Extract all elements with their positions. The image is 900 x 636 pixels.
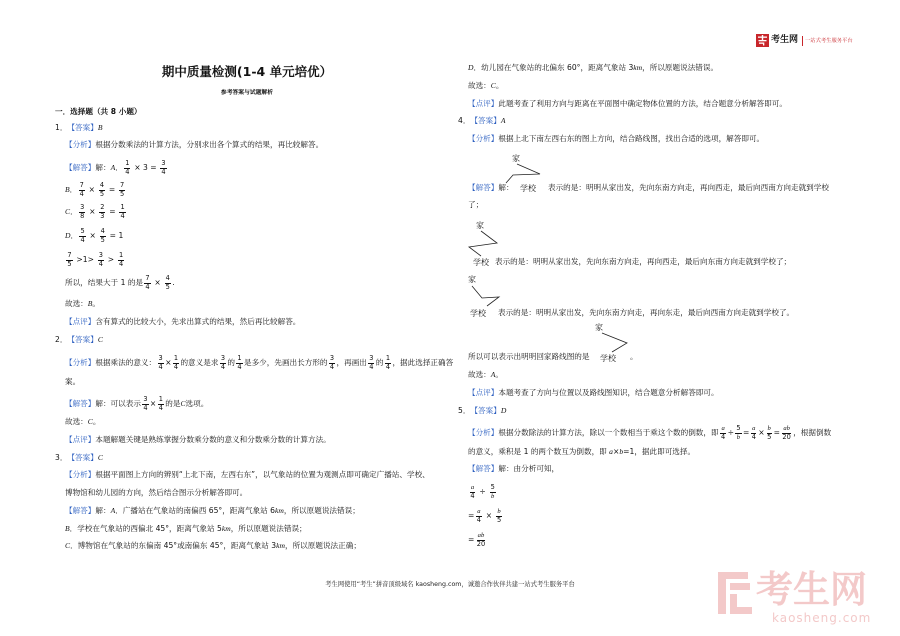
text-run: ．学校在气象站的西偏北 45°，距离气象站 5	[69, 524, 222, 533]
school-label: 学校	[473, 258, 489, 267]
text-run: 的意义是求	[180, 358, 219, 367]
school-label: 学校	[470, 309, 486, 318]
text-run: 。	[92, 417, 101, 426]
variable: km	[633, 63, 643, 72]
fraction-denominator: b	[491, 492, 495, 500]
text-run: 是多少，先画出长方形的	[244, 358, 328, 367]
fraction	[66, 252, 72, 268]
q1-analysis	[65, 135, 323, 155]
school-label: 学校	[520, 184, 536, 193]
q3-solution-d	[468, 58, 718, 78]
fraction	[144, 275, 150, 291]
fraction-numerator: 1	[237, 353, 242, 362]
text-run: 所以，结果大于 1 的是	[65, 278, 144, 287]
fraction-numerator: 2	[100, 202, 105, 211]
fraction	[469, 484, 475, 500]
section-tag: 【答案】	[67, 123, 98, 132]
page-subtitle: 参考答案与试题解析	[220, 90, 274, 96]
home-label: 家	[512, 154, 520, 163]
text-run: ，所以原题说法正确；	[285, 541, 361, 550]
fraction	[476, 508, 482, 524]
text-run: 表示的是：明明从家出发，先向东南方向走，再向西走，最后向西南方向走就到学校	[548, 183, 829, 192]
text-run: ．	[69, 185, 78, 194]
fraction-denominator: 4	[145, 282, 150, 291]
fraction-denominator: 4	[143, 403, 148, 412]
fraction-numerator: 3	[80, 202, 85, 211]
q1-solution-a	[65, 158, 168, 178]
fraction-numerator: b	[497, 507, 501, 515]
route-path	[602, 333, 627, 352]
route-diagram-3	[468, 274, 499, 318]
variable: B	[87, 299, 93, 308]
fraction-numerator: 3	[143, 394, 148, 403]
text-run: ×	[87, 231, 99, 240]
fraction-denominator: 5	[67, 259, 72, 268]
section-tag: 【解答】	[65, 163, 96, 172]
route-diagram-4	[595, 322, 627, 363]
section-tag: 【分析】	[468, 428, 499, 437]
q2-choice	[65, 412, 100, 432]
text-run: >1>	[73, 255, 97, 264]
route-diagram-2	[469, 220, 497, 267]
fraction-denominator: 5	[100, 235, 105, 244]
fraction-numerator: 1	[158, 394, 163, 403]
variable: B	[65, 185, 70, 194]
fraction-denominator: 4	[79, 189, 84, 198]
fraction-denominator: 5	[767, 432, 772, 441]
fraction-denominator: 4	[120, 211, 125, 220]
q1-conclusion	[65, 273, 175, 293]
q2-analysis-cont	[65, 372, 80, 392]
section-tag: 【分析】	[65, 358, 96, 367]
q4-option-1-text	[548, 178, 829, 198]
text-run: ．博物馆在气象站的东偏南 45°或南偏东 45°，距离气象站 3	[70, 541, 277, 550]
section-tag: 【解答】	[468, 183, 499, 192]
fraction	[124, 160, 130, 176]
fraction	[79, 228, 85, 244]
variable: D	[468, 63, 474, 72]
fraction	[119, 204, 125, 220]
variable: C	[97, 453, 103, 462]
text-run: 根据乘法的意义：	[95, 358, 157, 367]
fraction-denominator: 4	[158, 362, 163, 371]
q5-solution	[468, 459, 559, 479]
fraction	[119, 182, 125, 198]
text-run: 根据分数乘法的计算方法，分别求出各个算式的结果，再比较解答。	[95, 140, 324, 149]
q5-step-1	[468, 482, 497, 502]
fraction-denominator: 5	[165, 282, 170, 291]
fraction-denominator: 3	[100, 211, 105, 220]
text-run: ×	[149, 399, 157, 408]
fraction-numerator: a	[477, 507, 481, 515]
text-run: 的是	[165, 399, 181, 408]
q5-step-2	[468, 506, 504, 526]
fraction-numerator: b	[767, 424, 771, 432]
fraction	[236, 355, 242, 371]
text-run: ×	[86, 207, 98, 216]
text-run: 博物馆和幼儿园的方向，然后结合图示分析解答即可。	[65, 488, 248, 497]
text-run: 的意义，乘积是 1 的两个数互为倒数，即	[468, 447, 610, 456]
fraction	[100, 228, 106, 244]
text-run: ，所以原题说法错误；	[283, 506, 360, 515]
fraction	[329, 355, 335, 371]
fraction-numerator: 4	[100, 226, 105, 235]
q3-solution-a	[65, 501, 360, 521]
text-run: 。	[495, 370, 504, 379]
text-run: 解：	[498, 183, 514, 192]
text-run: 选项。	[185, 399, 209, 408]
fraction	[496, 508, 502, 524]
text-run: 3．	[55, 453, 68, 462]
fraction	[142, 396, 148, 412]
variable: km	[276, 541, 285, 550]
fraction	[98, 252, 104, 268]
variable: D	[65, 231, 71, 240]
text-run: 案。	[65, 377, 81, 386]
section-tag: 【答案】	[67, 335, 98, 344]
q1-solution-d	[65, 226, 123, 246]
text-run: =	[468, 535, 475, 544]
text-run: 解：	[95, 163, 111, 172]
fraction-numerator: 3	[329, 353, 335, 362]
fraction-numerator: 1	[125, 158, 130, 167]
q4-conclusion	[468, 347, 590, 367]
text-run: ÷	[727, 428, 734, 437]
q3-comment	[468, 94, 787, 114]
variable: C	[180, 399, 186, 408]
text-run: 2．	[55, 335, 68, 344]
section-tag: 【答案】	[67, 453, 98, 462]
text-run: 4．	[458, 116, 471, 125]
text-run: ，再画出	[336, 358, 367, 367]
section-tag: 【点评】	[468, 388, 499, 397]
variable: B	[97, 123, 103, 132]
variable: C	[97, 335, 103, 344]
section-tag: 【解答】	[65, 399, 96, 408]
fraction	[476, 532, 486, 548]
section-tag: 【点评】	[65, 435, 96, 444]
text-run: =	[773, 428, 781, 437]
q3-solution-c	[65, 536, 361, 556]
text-run: >	[105, 255, 117, 264]
text-run: ，所以原题说法错误。	[642, 63, 719, 72]
text-run: 故选：	[65, 417, 88, 426]
fraction-denominator: 5	[99, 189, 105, 198]
section-tag: 【答案】	[470, 406, 501, 415]
variable: C	[490, 81, 496, 90]
fraction-denominator: 4	[720, 432, 726, 441]
variable: A	[490, 370, 496, 379]
page-title: 期中质量检测(1-4 单元培优）	[161, 64, 333, 79]
fraction-numerator: 3	[220, 353, 226, 362]
q3-analysis-cont	[65, 483, 247, 503]
q4-conclusion-end	[630, 347, 638, 367]
fraction-numerator: a	[721, 424, 725, 432]
variable: C	[65, 207, 71, 216]
text-run: 根据平面图上方向的辨别“上北下南，左西右东”，以气象站的位置为观测点即可确定广播站、学校、	[95, 470, 430, 479]
text-run: 了；	[468, 200, 484, 209]
fraction	[173, 355, 179, 371]
fraction-numerator: ab	[477, 531, 485, 539]
fraction-denominator: 4	[98, 259, 103, 268]
fraction	[99, 204, 105, 220]
fraction	[220, 355, 226, 371]
q1-solution-b	[65, 180, 127, 200]
q3-analysis	[65, 465, 430, 485]
fraction-denominator: 4	[751, 432, 756, 441]
fraction-numerator: 7	[145, 273, 150, 282]
fraction-numerator: 3	[161, 158, 166, 167]
q1-choice	[65, 294, 100, 314]
text-run: .	[172, 278, 175, 287]
q5-analysis	[468, 423, 831, 443]
q4-comment	[468, 383, 719, 403]
section-tag: 【解答】	[468, 464, 499, 473]
fraction-denominator: 4	[470, 491, 475, 500]
q3-choice	[468, 76, 503, 96]
q2-answer	[55, 330, 103, 350]
variable: A	[110, 506, 116, 515]
fraction-numerator: 4	[99, 180, 105, 189]
fraction	[720, 425, 726, 441]
text-run: ×	[86, 185, 98, 194]
text-run: ．幼儿园在气象站的北偏东 60°，距离气象站 3	[473, 63, 634, 72]
variable: C	[65, 541, 71, 550]
text-run: 解：由分析可知，	[498, 464, 560, 473]
fraction-denominator: 20	[476, 539, 486, 548]
text-run: =	[106, 185, 118, 194]
fraction-denominator: 5	[120, 189, 125, 198]
q4-option-3-text	[498, 303, 794, 323]
text-run: 故选：	[65, 299, 88, 308]
route-path	[472, 286, 499, 306]
text-run: 所以可以表示出明明回家路线图的是	[468, 352, 590, 361]
text-run: 解：可以表示	[95, 399, 141, 408]
fraction	[158, 355, 164, 371]
fraction	[368, 355, 374, 371]
text-run: 的	[375, 358, 384, 367]
q1-comparison	[65, 250, 126, 270]
q4-option-2-text	[495, 252, 791, 272]
fraction-numerator: 4	[165, 273, 170, 282]
fraction-numerator: 1	[173, 353, 179, 362]
watermark-domain: kaosheng.com	[772, 611, 872, 625]
fraction	[118, 252, 124, 268]
text-run: 的	[227, 358, 236, 367]
text-run: 表示的是：明明从家出发，先向东南方向走，再向西走，最后向东南方向走就到学校了；	[495, 257, 792, 266]
fraction	[160, 160, 166, 176]
home-label: 家	[468, 275, 476, 284]
fraction-denominator: 4	[329, 362, 335, 371]
text-run: =	[468, 511, 475, 520]
section-tag: 【答案】	[470, 116, 501, 125]
q1-comment	[65, 312, 300, 332]
text-run: 根据分数除法的计算方法，除以一个数相当于乘这个数的倒数，即	[498, 428, 719, 437]
q4-option-1-text-cont	[468, 195, 483, 215]
school-label: 学校	[600, 354, 616, 363]
text-run: 。	[92, 299, 101, 308]
text-run: ，根据倒数	[793, 428, 832, 437]
text-run: ×	[483, 511, 495, 520]
fraction	[385, 355, 391, 371]
fraction-denominator: 20	[782, 432, 791, 441]
fraction-denominator: 4	[369, 362, 374, 371]
section-tag: 【分析】	[468, 134, 499, 143]
text-run: 故选：	[468, 370, 491, 379]
fraction	[79, 204, 85, 220]
text-run: 此题考查了利用方向与距离在平面图中确定物体位置的方法，结合题意分析解答即可。	[498, 99, 787, 108]
text-run: 故选：	[468, 81, 491, 90]
fraction-denominator: 4	[125, 167, 130, 176]
fraction-denominator: 4	[118, 259, 124, 268]
text-run: 。	[630, 352, 638, 361]
watermark-logo-icon	[716, 568, 754, 618]
variable: A	[500, 116, 506, 125]
fraction	[766, 425, 772, 441]
text-run: ，所以原题说法错误；	[230, 524, 307, 533]
fraction-denominator: 5	[496, 515, 502, 524]
text-run: =1，据此即可选择。	[623, 447, 696, 456]
text-run: ．	[115, 163, 123, 172]
home-label: 家	[595, 323, 603, 332]
fraction-numerator: 1	[385, 353, 391, 362]
fraction	[751, 425, 757, 441]
text-run: ．	[70, 231, 79, 240]
fraction-numerator: 7	[79, 180, 84, 189]
fraction-numerator: a	[470, 483, 475, 491]
variable: b	[619, 447, 624, 456]
section-tag: 【分析】	[65, 470, 96, 479]
kaosheng-logo-icon	[756, 34, 769, 47]
fraction-numerator: 5	[490, 482, 495, 491]
q4-analysis	[468, 129, 764, 149]
text-run: ．	[70, 207, 78, 216]
fraction-numerator: 7	[120, 180, 125, 189]
fraction-denominator: 4	[220, 362, 226, 371]
text-run: =	[106, 207, 119, 216]
q2-comment	[65, 430, 331, 450]
home-label: 家	[476, 221, 484, 230]
variable: A	[110, 163, 116, 172]
fraction-numerator: ab	[783, 424, 790, 432]
fraction-denominator: 4	[237, 362, 242, 371]
q4-answer	[458, 111, 505, 131]
fraction-denominator: b	[736, 433, 741, 441]
fraction-denominator: 8	[80, 211, 85, 220]
fraction-numerator: 5	[80, 226, 85, 235]
q5-step-3	[468, 530, 488, 550]
fraction-denominator: 4	[476, 515, 481, 524]
fraction-denominator: 4	[80, 235, 85, 244]
fraction	[158, 396, 164, 412]
fraction-numerator: 3	[369, 353, 374, 362]
fraction-denominator: 4	[385, 362, 391, 371]
q5-answer	[458, 401, 506, 421]
text-run: ×	[758, 428, 765, 437]
q1-solution-c	[65, 202, 127, 222]
fraction	[781, 425, 791, 441]
variable: D	[500, 406, 507, 415]
header-divider	[802, 36, 803, 46]
text-run: =	[742, 428, 750, 437]
variable: km	[221, 524, 231, 533]
variable: km	[275, 506, 284, 515]
text-run: × 3 =	[131, 163, 159, 172]
text-run: ．广播站在气象站的南偏西 65°，距离气象站 6	[115, 506, 276, 515]
text-run: ×	[165, 358, 172, 367]
text-run: ×	[612, 447, 620, 456]
text-run: 本题解题关键是熟练掌握分数乘分数的意义和分数乘分数的计算方法。	[95, 435, 331, 444]
text-run: ×	[152, 278, 164, 287]
fraction-numerator: a	[752, 424, 756, 432]
fraction	[735, 425, 741, 441]
header-tagline: 一站式考生服务平台	[805, 38, 853, 44]
watermark-logo-text: 考生网	[756, 568, 867, 611]
fraction-numerator: 5	[736, 423, 741, 432]
section-tag: 【点评】	[468, 99, 499, 108]
text-run: 含有算式的比较大小，先求出算式的结果，然后再比较解答。	[95, 317, 301, 326]
fraction	[490, 484, 496, 500]
variable: B	[65, 524, 70, 533]
variable: C	[87, 417, 93, 426]
q2-analysis	[65, 353, 453, 373]
text-run: 1．	[55, 123, 68, 132]
fraction-numerator: 7	[67, 250, 72, 259]
text-run: ，据此选择正确答	[392, 358, 454, 367]
text-run: 本题考查了方向与位置以及路线图知识，结合题意分析解答即可。	[498, 388, 719, 397]
fraction	[99, 182, 105, 198]
text-run: ÷	[476, 487, 489, 496]
header-logo-text: 考生网	[771, 35, 799, 45]
section-heading: 一．选择题（共 8 小题）	[55, 107, 142, 116]
route-path	[469, 231, 497, 256]
section-tag: 【分析】	[65, 140, 96, 149]
fraction-numerator: 3	[158, 353, 163, 362]
text-run: 5．	[458, 406, 471, 415]
fraction-numerator: 1	[120, 202, 125, 211]
section-tag: 【解答】	[65, 506, 96, 515]
text-run: = 1	[107, 231, 124, 240]
text-run: 。	[495, 81, 504, 90]
variable: a	[609, 447, 613, 456]
q2-solution	[65, 394, 208, 414]
page-footer: 考生网使用“考生”拼音顶级域名 kaosheng.com，诚邀合作伙伴共建一站式考生服务平台	[325, 581, 575, 588]
section-tag: 【点评】	[65, 317, 96, 326]
fraction-denominator: 4	[173, 362, 179, 371]
text-run: 表示的是：明明从家出发，先向东南方向走，再向东走，最后向西南方向走就到学校了。	[498, 308, 795, 317]
fraction-denominator: 4	[158, 403, 163, 412]
text-run: 根据上北下南左西右东的图上方向，结合路线图，找出合适的选项，解答即可。	[498, 134, 765, 143]
fraction-numerator: 1	[118, 250, 124, 259]
q4-choice	[468, 365, 503, 385]
text-run: 解：	[95, 506, 111, 515]
fraction	[165, 275, 171, 291]
fraction-numerator: 3	[98, 250, 103, 259]
fraction	[79, 182, 85, 198]
fraction-denominator: 4	[161, 167, 166, 176]
